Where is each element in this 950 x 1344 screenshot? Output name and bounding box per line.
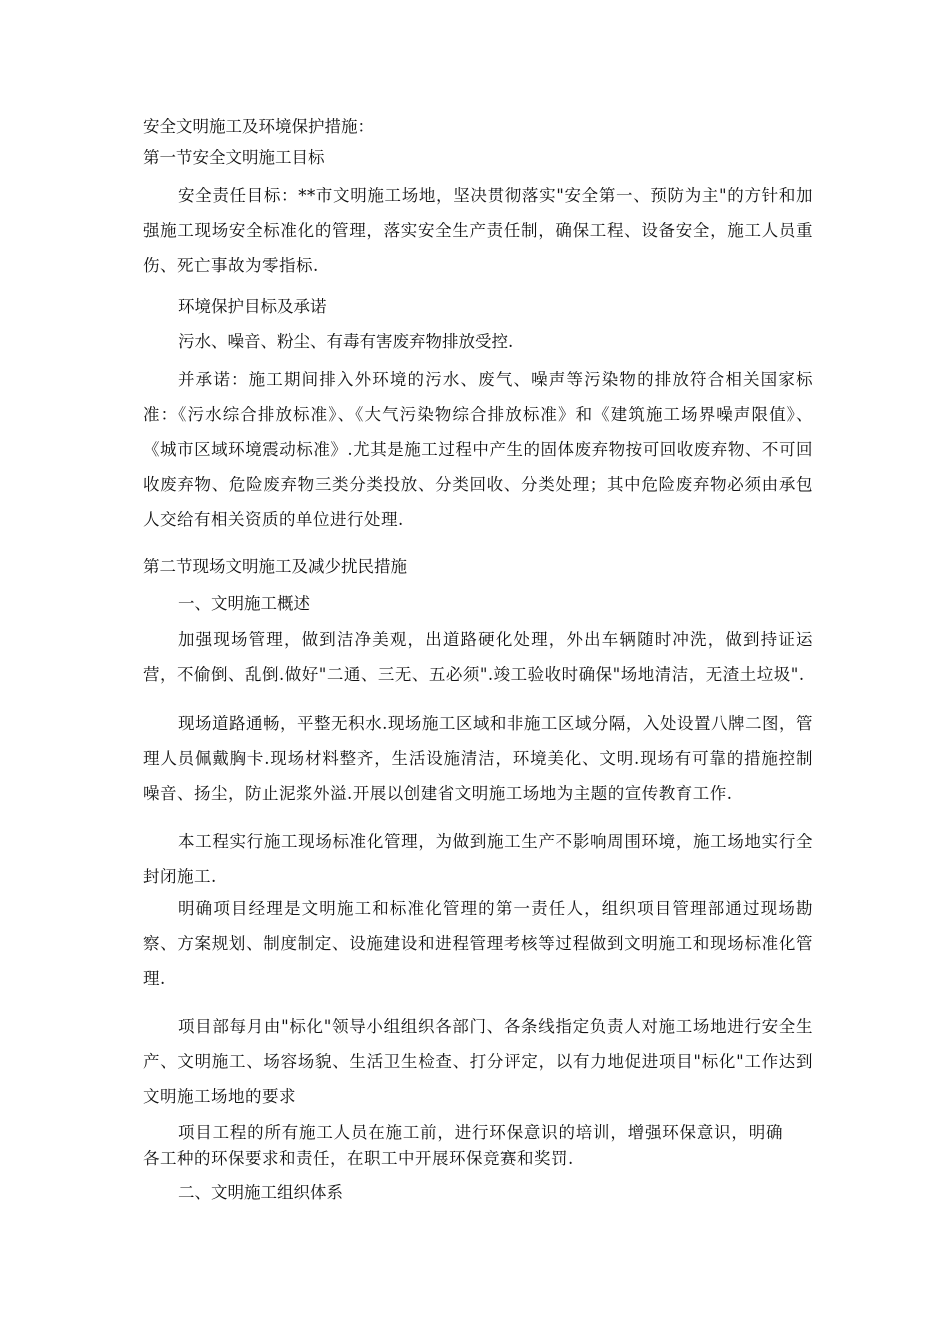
environmental-training-paragraph: 项目工程的所有施工人员在施工前，进行环保意识的培训，增强环保意识，明确各工种的环保要求和责任，在职工中开展环保竞赛和奖罚. [143, 1123, 783, 1168]
pollution-control-paragraph: 污水、噪音、粉尘、有毒有害废弃物排放受控. [178, 332, 514, 351]
document-title: 安全文明施工及环境保护措施： [143, 117, 374, 136]
section-1-heading: 第一节安全文明施工目标 [143, 148, 325, 167]
standardized-management-paragraph: 本工程实行施工现场标准化管理，为做到施工生产不影响周围环境，施工场地实行全封闭施工. [143, 832, 813, 886]
project-manager-paragraph: 明确项目经理是文明施工和标准化管理的第一责任人，组织项目管理部通过现场勘察、方案规划、制度制定、设施建设和进程管理考核等过程做到文明施工和现场标准化管理. [143, 899, 813, 988]
civilized-construction-overview-heading: 一、文明施工概述 [178, 594, 310, 613]
site-management-paragraph: 加强现场管理，做到洁净美观，出道路硬化处理，外出车辆随时冲洗，做到持证运营，不偷倒、乱倒.做好"二通、三无、五必须".竣工验收时确保"场地清洁，无渣土垃圾". [143, 630, 813, 684]
commitment-paragraph: 并承诺：施工期间排入外环境的污水、废气、噪声等污染物的排放符合相关国家标准：《污水综合排放标准》、《大气污染物综合排放标准》和《建筑施工场界噪声限值》、《城市区域环境震动标准》.尤其是施工过程中产生的固体废弃物按可回收废弃物、不可回收废弃物、危险废弃物三类分类投放、分类回收、分类处理；其中危险废弃物必须由承包人交给有相关资质的单位进行处理. [143, 370, 813, 529]
section-2-heading: 第二节现场文明施工及减少扰民措施 [143, 557, 407, 576]
safety-target-paragraph: 安全责任目标：**市文明施工场地，坚决贯彻落实"安全第一、预防为主"的方针和加强施工现场安全标准化的管理，落实安全生产责任制，确保工程、设备安全，施工人员重伤、死亡事故为零指标. [143, 186, 813, 275]
monthly-inspection-paragraph: 项目部每月由"标化"领导小组组织各部门、各条线指定负责人对施工场地进行安全生产、文明施工、场容场貌、生活卫生检查、打分评定，以有力地促进项目"标化"工作达到文明施工场地的要求 [143, 1017, 813, 1106]
environment-heading: 环境保护目标及承诺 [178, 297, 327, 316]
organization-system-heading: 二、文明施工组织体系 [178, 1183, 343, 1202]
site-roads-paragraph: 现场道路通畅，平整无积水.现场施工区域和非施工区域分隔，入处设置八牌二图，管理人员佩戴胸卡.现场材料整齐，生活设施清洁，环境美化、文明.现场有可靠的措施控制噪音、扬尘，防止泥浆外溢.开展以创建省文明施工场地为主题的宣传教育工作. [143, 714, 813, 803]
